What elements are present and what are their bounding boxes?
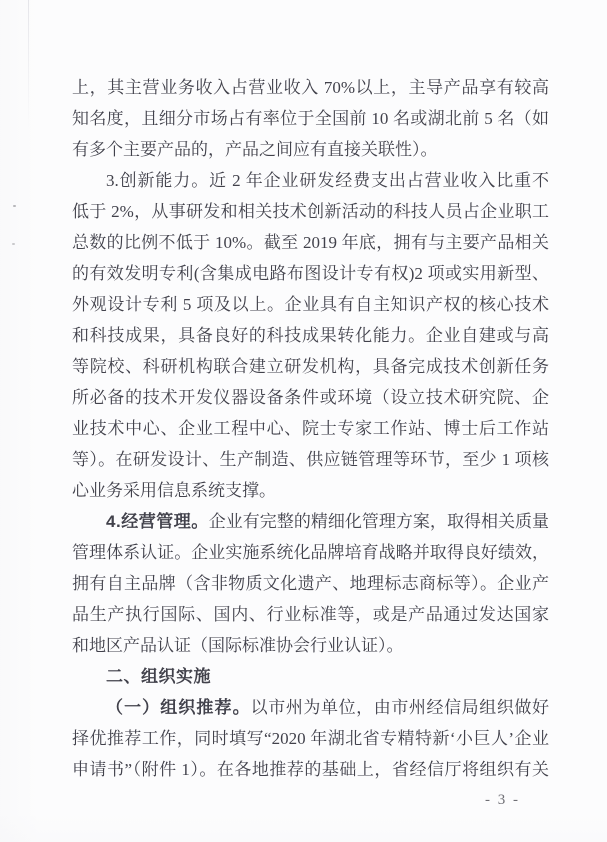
text-run: 拥有自主品牌（含非物质文化遗产、地理标志商标等）。企业产 xyxy=(72,574,549,593)
scan-artifact-speck xyxy=(12,243,15,245)
scan-artifact-speck xyxy=(13,205,16,207)
text-line xyxy=(72,72,549,103)
text-run: 等）。在研发设计、生产制造、供应链管理等环节，至少 1 项核 xyxy=(72,450,549,469)
text-line xyxy=(72,258,549,289)
bold-text-run: 4.经营管理。 xyxy=(106,512,209,531)
text-line xyxy=(72,661,549,692)
document-body xyxy=(72,72,549,785)
text-line xyxy=(72,723,549,754)
text-line xyxy=(72,506,549,537)
text-run: 企业有完整的精细化管理方案，取得相关质量 xyxy=(208,512,549,531)
text-line xyxy=(72,413,549,444)
text-line xyxy=(72,630,549,661)
text-run: 的有效发明专利(含集成电路布图设计专有权)2 项或实用新型、 xyxy=(72,264,549,283)
text-run: 以市州为单位，由市州经信局组织做好 xyxy=(250,698,549,717)
bold-text-run: 二、组织实施 xyxy=(106,667,211,686)
text-line xyxy=(72,351,549,382)
text-line xyxy=(72,165,549,196)
text-run: 上，其主营业务收入占营业收入 70%以上，主导产品享有较高 xyxy=(72,78,549,97)
text-run: 等院校、科研机构联合建立研发机构，具备完成技术创新任务 xyxy=(72,357,549,376)
text-line xyxy=(72,537,549,568)
text-run: 和科技成果，具备良好的科技成果转化能力。企业自建或与高 xyxy=(72,326,549,345)
text-line xyxy=(72,568,549,599)
text-line xyxy=(72,475,549,506)
page-number: - 3 - xyxy=(485,792,520,808)
text-run: 心业务采用信息系统支撑。 xyxy=(72,481,276,500)
text-run: 3.创新能力。近 2 年企业研发经费支出占营业收入比重不 xyxy=(106,171,549,190)
text-line xyxy=(72,754,549,785)
text-line xyxy=(72,599,549,630)
text-run: 业技术中心、企业工程中心、院士专家工作站、博士后工作站 xyxy=(72,419,549,438)
text-line xyxy=(72,692,549,723)
text-run: 知名度，且细分市场占有率位于全国前 10 名或湖北前 5 名（如 xyxy=(72,109,549,128)
text-line xyxy=(72,103,549,134)
text-line xyxy=(72,196,549,227)
scan-artifact-line xyxy=(28,0,29,130)
text-run: 管理体系认证。企业实施系统化品牌培育战略并取得良好绩效， xyxy=(72,543,549,562)
text-line xyxy=(72,289,549,320)
text-run: 申请书”（附件 1）。在各地推荐的基础上，省经信厅将组织有关 xyxy=(72,760,549,779)
text-line xyxy=(72,444,549,475)
text-line xyxy=(72,227,549,258)
text-run: 择优推荐工作，同时填写“2020 年湖北省专精特新‘小巨人’企业 xyxy=(72,729,549,748)
text-line xyxy=(72,134,549,165)
text-line xyxy=(72,320,549,351)
text-run: 外观设计专利 5 项及以上。企业具有自主知识产权的核心技术 xyxy=(72,295,549,314)
text-run: 所必备的技术开发仪器设备条件或环境（设立技术研究院、企 xyxy=(72,388,549,407)
text-run: 品生产执行国际、国内、行业标准等，或是产品通过发达国家 xyxy=(72,605,549,624)
text-line xyxy=(72,382,549,413)
text-run: 低于 2%，从事研发和相关技术创新活动的科技人员占企业职工 xyxy=(72,202,549,221)
bold-text-run: （一）组织推荐。 xyxy=(106,698,251,717)
text-run: 总数的比例不低于 10%。截至 2019 年底，拥有与主要产品相关 xyxy=(72,233,549,252)
text-run: 和地区产品认证（国际标准协会行业认证）。 xyxy=(72,636,404,655)
text-run: 有多个主要产品的，产品之间应有直接关联性）。 xyxy=(72,140,438,159)
